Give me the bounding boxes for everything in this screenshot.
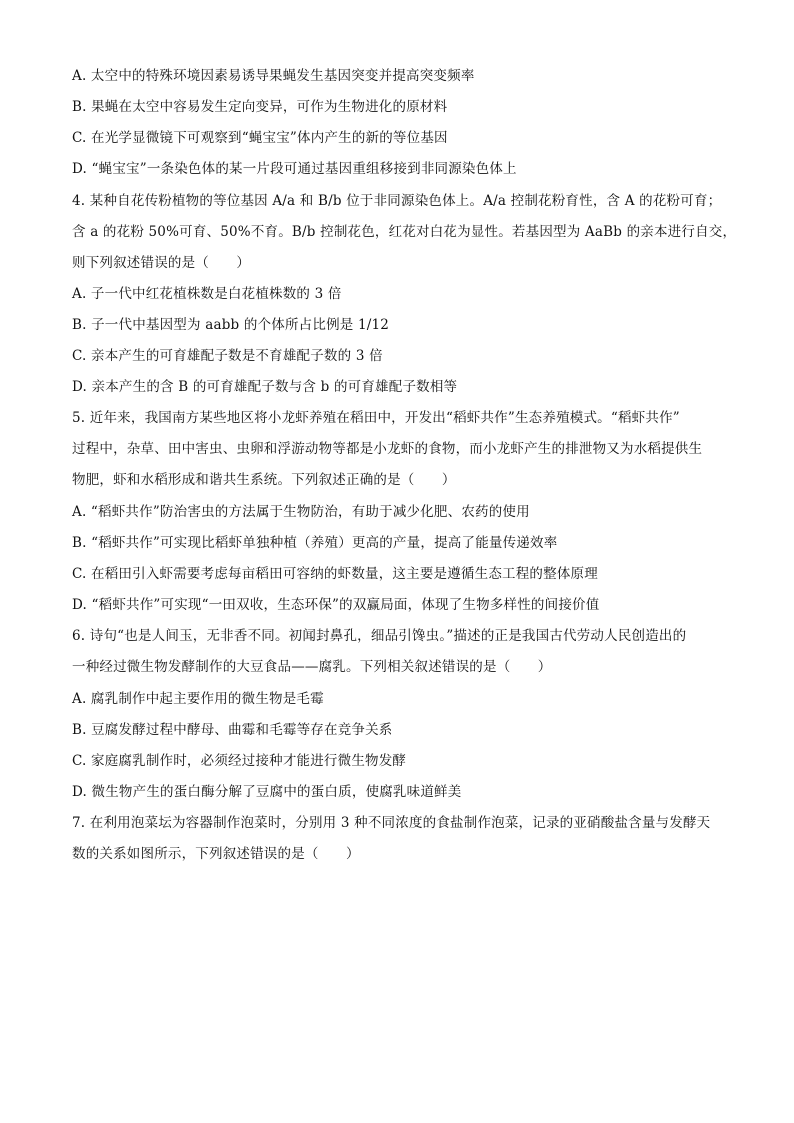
q5-option-b: B. “稻虾共作”可实现比稻虾单独种植（养殖）更高的产量，提高了能量传递效率 bbox=[72, 535, 558, 551]
q6-stem-line-2: 一种经过微生物发酵制作的大豆食品——腐乳。下列相关叙述错误的是（ ） bbox=[72, 659, 552, 675]
q4-option-b: B. 子一代中基因型为 aabb 的个体所占比例是 1/12 bbox=[72, 317, 390, 333]
q5-stem-line-2: 过程中，杂草、田中害虫、虫卵和浮游动物等都是小龙虾的食物，而小龙虾产生的排泄物又为水稻提供生 bbox=[72, 441, 703, 457]
q5-option-c: C. 在稻田引入虾需要考虑每亩稻田可容纳的虾数量，这主要是遵循生态工程的整体原理 bbox=[72, 566, 598, 582]
q3-option-c: C. 在光学显微镜下可观察到“蝇宝宝”体内产生的新的等位基因 bbox=[72, 130, 448, 146]
q4-option-c: C. 亲本产生的可育雄配子数是不育雄配子数的 3 倍 bbox=[72, 348, 383, 364]
q3-option-d: D. “蝇宝宝”一条染色体的某一片段可通过基因重组移接到非同源染色体上 bbox=[72, 161, 517, 177]
q5-option-a: A. “稻虾共作”防治害虫的方法属于生物防治，有助于减少化肥、农药的使用 bbox=[72, 504, 530, 520]
q7-stem-line-2: 数的关系如图所示，下列叙述错误的是（ ） bbox=[72, 846, 360, 862]
q7-stem-line-1: 7. 在利用泡菜坛为容器制作泡菜时，分别用 3 种不同浓度的食盐制作泡菜，记录的亚硝酸盐含量与发酵天 bbox=[72, 815, 711, 831]
q3-option-b: B. 果蝇在太空中容易发生定向变异，可作为生物进化的原材料 bbox=[72, 99, 448, 115]
q4-option-a: A. 子一代中红花植株数是白花植株数的 3 倍 bbox=[72, 286, 342, 302]
q4-stem-line-3: 则下列叙述错误的是（ ） bbox=[72, 255, 251, 271]
q6-option-c: C. 家庭腐乳制作时，必须经过接种才能进行微生物发酵 bbox=[72, 753, 407, 769]
q6-option-d: D. 微生物产生的蛋白酶分解了豆腐中的蛋白质，使腐乳味道鲜美 bbox=[72, 784, 462, 800]
q5-option-d: D. “稻虾共作”可实现“一田双收，生态环保”的双赢局面，体现了生物多样性的间接价值 bbox=[72, 597, 600, 613]
q4-stem-line-1: 4. 某种自花传粉植物的等位基因 A/a 和 B/b 位于非同源染色体上。A/a 控制花粉育性，含 A 的花粉可育； bbox=[72, 193, 722, 209]
q4-option-d: D. 亲本产生的含 B 的可育雄配子数与含 b 的可育雄配子数相等 bbox=[72, 379, 458, 395]
q6-option-a: A. 腐乳制作中起主要作用的微生物是毛霉 bbox=[72, 691, 324, 707]
q5-stem-line-3: 物肥，虾和水稻形成和谐共生系统。下列叙述正确的是（ ） bbox=[72, 472, 456, 488]
q6-option-b: B. 豆腐发酵过程中酵母、曲霉和毛霉等存在竞争关系 bbox=[72, 722, 393, 738]
q3-option-a: A. 太空中的特殊环境因素易诱导果蝇发生基因突变并提高突变频率 bbox=[72, 68, 475, 84]
q4-stem-line-2: 含 a 的花粉 50%可育、50%不育。B/b 控制花色，红花对白花为显性。若基因型为 AaBb 的亲本进行自交， bbox=[72, 224, 737, 240]
q6-stem-line-1: 6. 诗句“也是人间玉，无非香不同。初闻封鼻孔，细品引馋虫。”描述的正是我国古代劳动人民创造出的 bbox=[72, 628, 687, 644]
q5-stem-line-1: 5. 近年来，我国南方某些地区将小龙虾养殖在稻田中，开发出“稻虾共作”生态养殖模式。“稻虾共作” bbox=[72, 410, 680, 426]
